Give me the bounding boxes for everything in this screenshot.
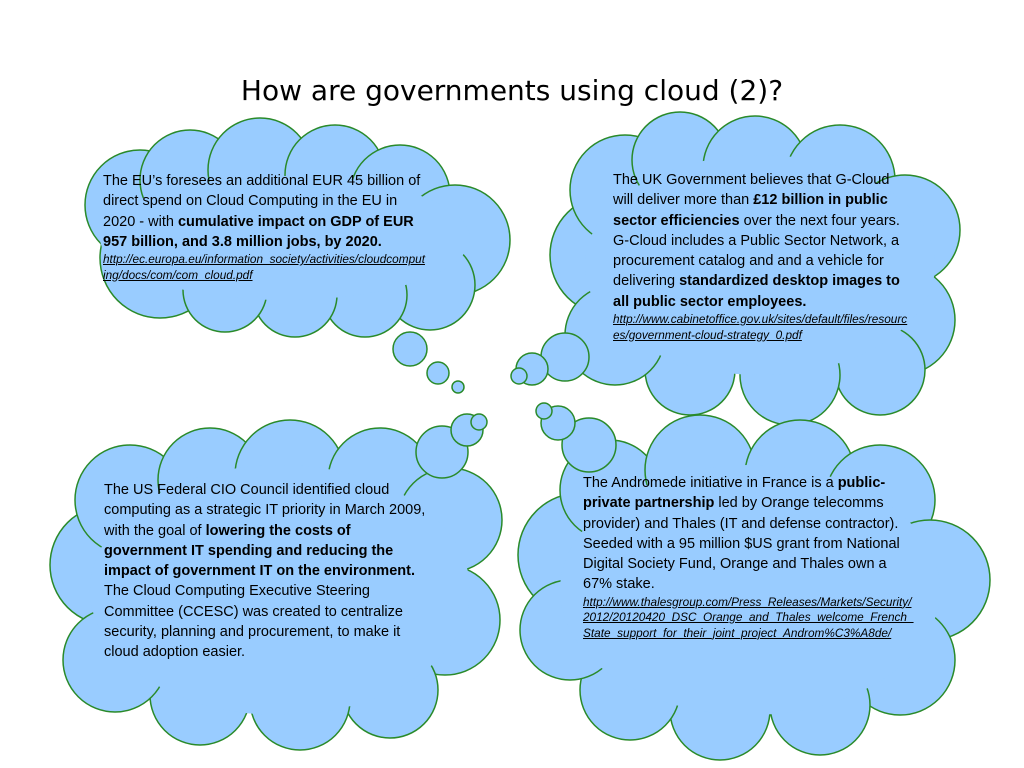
france-bold: public-private partnership [583, 475, 886, 512]
uk-link[interactable]: http://www.cabinetoffice.gov.uk/sites/default/files/resources/government-cloud-strategy_0.pdf [613, 312, 908, 342]
cloud-eu-text [103, 171, 425, 283]
france-rest: led by Orange telecomms provider) and Thales (IT and defense contractor). Seeded with a 95 million $US grant from National Digital Society Fund, Orange and Thales own a 67% stake. [583, 495, 900, 593]
cloud-france-text [583, 473, 916, 641]
thought-bubbles [393, 332, 616, 478]
us-intro: The US Federal CIO Council identified cloud computing as a strategic IT priority in March 2009, with the goal of [104, 482, 426, 539]
slide-title: How are governments using cloud (2)? [240, 74, 784, 107]
uk-bold-2: standardized desktop images to all public sector employees. [613, 273, 900, 310]
eu-bold: cumulative impact on GDP of EUR 957 billion, and 3.8 million jobs, by 2020. [103, 213, 414, 250]
cloud-uk-text [613, 170, 913, 343]
france-intro: The Andromede initiative in France is a [583, 475, 838, 491]
cloud-us-text [104, 480, 429, 663]
uk-mid: over the next four years. G-Cloud includes a Public Sector Network, a procurement catalog and and a vehicle for delivering [613, 212, 900, 290]
us-rest: The Cloud Computing Executive Steering Committee (CCESC) was created to centralize security, planning and procurement, to make it cloud adoption easier. [104, 583, 403, 661]
uk-intro: The UK Government believes that G-Cloud will deliver more than [613, 172, 890, 209]
eu-link[interactable]: http://ec.europa.eu/information_society/activities/cloudcomputing/docs/com/com_cloud.pdf [103, 252, 425, 282]
us-bold: lowering the costs of government IT spending and reducing the impact of government IT on the environment. [104, 522, 415, 580]
uk-bold-1: £12 billion in public sector efficiencies [613, 192, 888, 229]
france-link[interactable]: http://www.thalesgroup.com/Press_Releases/Markets/Security/2012/20120420_DSC_Orange_and_Thales_welcome_French_State_support_for_their_joint_project_Androm%C3%A8de/ [583, 594, 914, 640]
eu-intro: The EU’s foresees an additional EUR 45 billion of direct spend on Cloud Computing in the EU in 2020 - with [103, 173, 421, 230]
